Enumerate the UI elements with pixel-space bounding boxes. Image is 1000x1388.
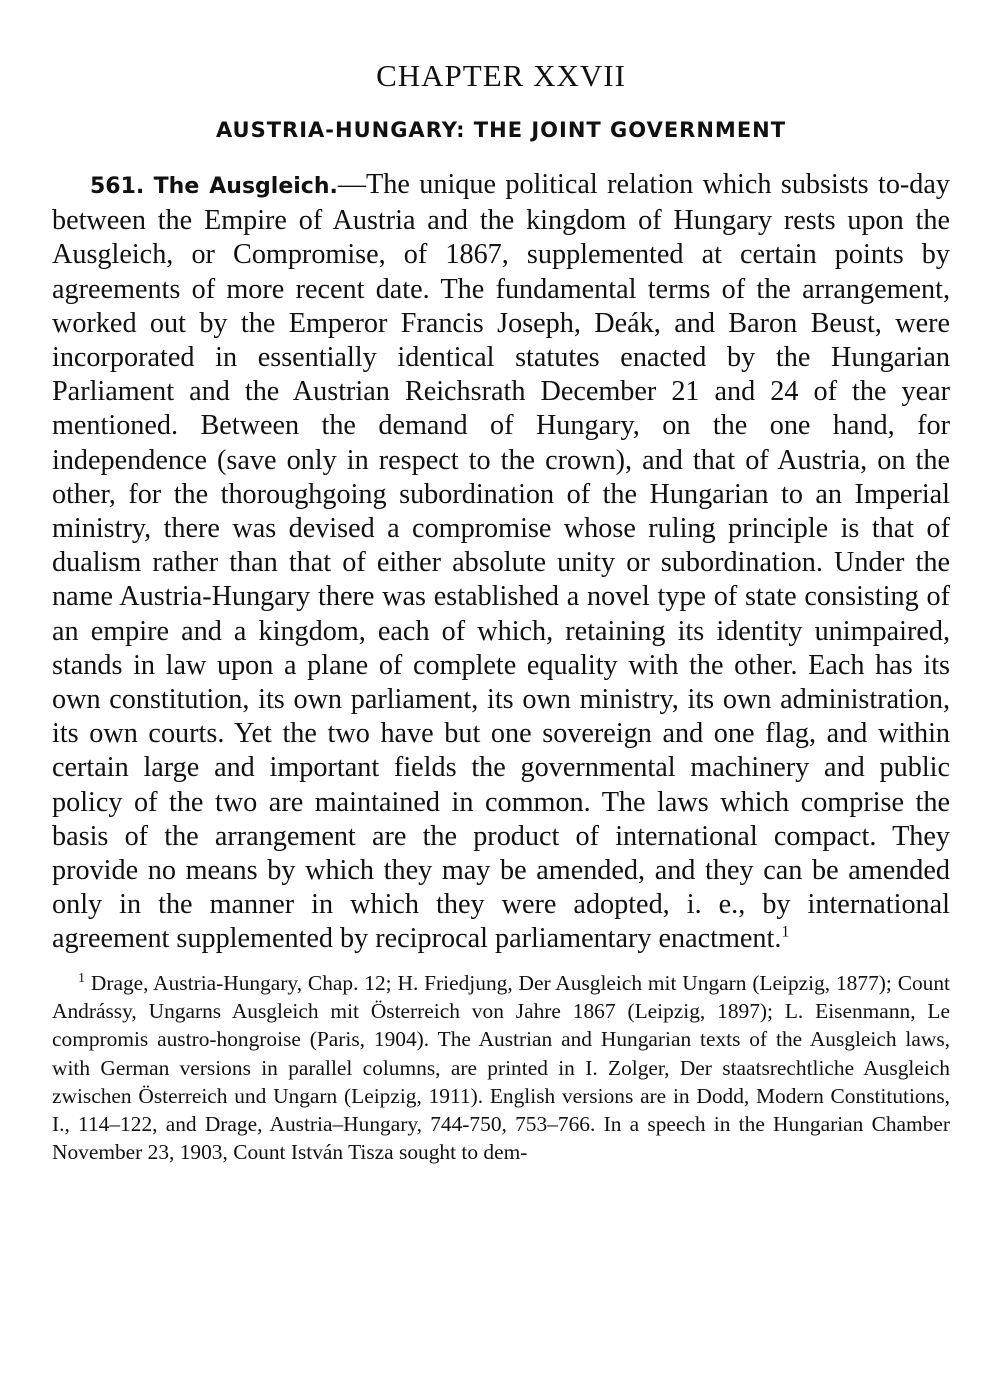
section-body-text: The unique political relation which subsists to-day between the Empire of Austria and the kingdom of Hungary rests upon the Ausgleich, or Compromise, of 1867, supplemented at certain points by agreements of more recent date. The fundamental terms of the arrangement, worked out by the Emperor Francis Joseph, Deák, and Baron Beust, were incorporated in essentially identical statutes enacted by the Hungarian Parliament and the Austrian Reichsrath December 21 and 24 of the year mentioned. Between the demand of Hungary, on the one hand, for independence (save only in respect to the crown), and that of Austria, on the other, for the thoroughgoing subordination of the Hungarian to an Imperial ministry, there was devised a compromise whose ruling principle is that of dualism rather than that of either absolute unity or subordination. Under the name Austria-Hungary there was established a novel type of state consisting of an empire and a kingdom, each of which, retaining its identity unimpaired, stands in law upon a plane of complete equality with the other. Each has its own constitution, its own parliament, its own ministry, its own administration, its own courts. Yet the two have but one sovereign and one flag, and within certain large and important fields the governmental machinery and public policy of the two are maintained in common. The laws which comprise the basis of the arrangement are the product of international compact. They provide no means by which they may be amended, and they can be amended only in the manner in which they were adopted, i. e., by international agreement supplemented by reciprocal parliamentary enactment.	[52, 169, 950, 955]
section-title-dash: —	[337, 169, 367, 200]
section-title: The Ausgleich.	[153, 174, 338, 199]
book-page	[52, 58, 950, 1167]
footnote-text: Drage, Austria-Hungary, Chap. 12; H. Friedjung, Der Ausgleich mit Ungarn (Leipzig, 1877); Count Andrássy, Ungarns Ausgleich mit Österreich von Jahre 1867 (Leipzig, 1897); L. Eisenmann, Le compromis austro-hongroise (Paris, 1904). The Austrian and Hungarian texts of the Ausgleich laws, with German versions in parallel columns, are printed in I. Zolger, Der staatsrechtliche Ausgleich zwischen Österreich und Ungarn (Leipzig, 1911). English versions are in Dodd, Modern Constitutions, I., 114–122, and Drage, Austria–Hungary, 744-750, 753–766. In a speech in the Hungarian Chamber November 23, 1903, Count István Tisza sought to dem-	[52, 970, 950, 1165]
section-number: 561.	[90, 174, 145, 199]
footnote-marker: 1	[78, 970, 85, 986]
section-paragraph	[52, 168, 950, 957]
chapter-heading: CHAPTER XXVII	[376, 58, 626, 93]
footnote	[52, 969, 950, 1167]
footnote-reference[interactable]: 1	[781, 924, 790, 942]
section-heading: AUSTRIA-HUNGARY: THE JOINT GOVERNMENT	[215, 118, 787, 142]
